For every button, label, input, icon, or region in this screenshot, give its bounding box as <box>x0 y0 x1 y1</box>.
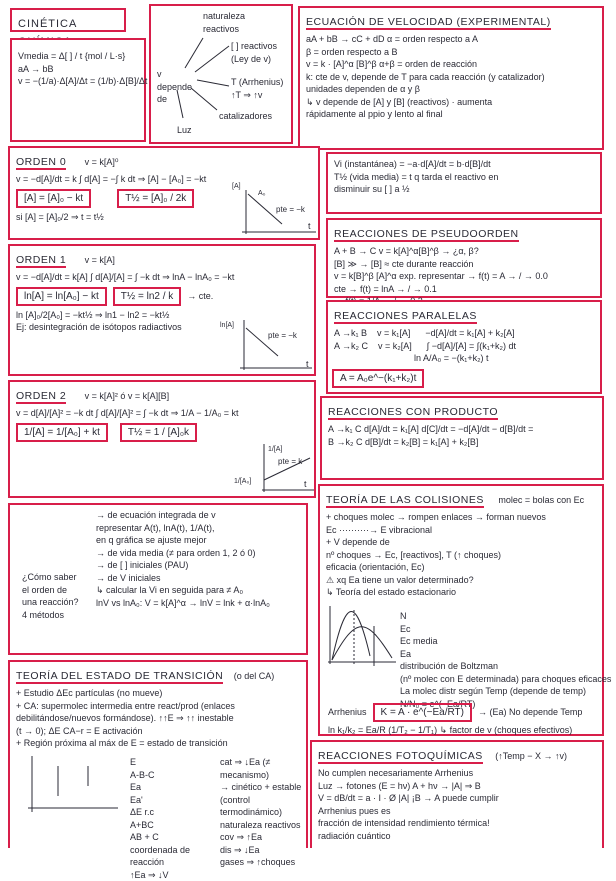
text-line: ln [A]₀/2[A₀] = −kt½ ⇒ ln1 − ln2 = −kt½ <box>16 309 308 322</box>
diagram-label: E <box>130 756 212 769</box>
text-line-list <box>16 687 300 750</box>
section-metodos-orden <box>8 503 308 655</box>
key-formula: T½ = ln2 / k <box>113 287 182 306</box>
section-orden-1 <box>8 244 316 376</box>
section-con-producto <box>320 396 604 480</box>
formula-line-list <box>328 724 572 737</box>
formula-line: v = −d[A]/dt = k[A] ∫ d[A]/[A] = ∫ −k dt ⇒ lnA − lnA₀ = −kt <box>16 271 308 284</box>
formula-line: v = −(1/a)·Δ[A]/Δt = (1/b)·Δ[B]/Δt <box>18 75 138 88</box>
ln-concentration-time-graph <box>238 320 314 374</box>
text-line-list <box>326 511 596 599</box>
section-velocidad-media <box>10 38 146 142</box>
depende-item: T (Arrhenius) ↑T ⇒ ↑v <box>231 76 291 101</box>
text-line-list <box>334 245 594 308</box>
text-line: B →k₂ C d[B]/dt = k₂[B] = k₁[A] + k₂[B] <box>328 436 596 449</box>
text-line: nº choques → Ec, [reactivos], T (↑ choques) <box>326 549 596 562</box>
section-orden-2 <box>8 380 316 498</box>
text-line: ⚠ xq Ea tiene un valor determinado? <box>326 574 596 587</box>
formula-line: v = −d[A]/dt = k ∫ d[A] = −∫ k dt ⇒ [A] − [A₀] = −kt <box>16 173 312 186</box>
key-formula: 1/[A] = 1/[A₀] + kt <box>16 423 108 442</box>
text-line-list <box>318 767 596 842</box>
boltzmann-distribution-graph <box>326 606 396 670</box>
text-line: No cumplen necesariamente Arrhenius <box>318 767 596 780</box>
text-line: [B] ≫ → [B] ≈ cte durante reacción <box>334 258 594 271</box>
depende-item: [ ] reactivos (Ley de v) <box>231 40 291 65</box>
section-fotoquimicas <box>310 740 604 848</box>
key-formula: [A] = [A]₀ − kt <box>16 189 91 208</box>
text-line-list <box>334 158 594 196</box>
graph-y-label: ln[A] <box>220 320 234 333</box>
diagram-label: Ea <box>130 781 212 794</box>
arrhenius-equation: K = A · e^(−Ea/RT) <box>373 703 472 722</box>
section-title: TEORÍA DE LAS COLISIONES <box>326 494 484 508</box>
formula-line: Vmedia = Δ[ ] / t {mol / L·s} <box>18 50 138 63</box>
text-line: v = k · [A]^α [B]^β α+β = orden de reacción <box>306 58 596 71</box>
key-formula: A = A₀e^−(k₁+k₂)t <box>332 369 424 388</box>
formula-line: aA → bB <box>18 63 138 76</box>
graph-label: Ec <box>400 623 611 636</box>
graph-slope-label: pte = k <box>278 456 302 469</box>
diagram-label: cov ⇒ ↑Ea <box>220 831 302 844</box>
diagram-label: A+BC <box>130 819 212 832</box>
graph-label: distribución de Boltzman <box>400 660 611 673</box>
question-line-list <box>22 571 79 621</box>
text-line: ↳ Teoría del estado estacionario <box>326 586 596 599</box>
text-line: A →k₁ B v = k₁[A] −d[A]/dt = k₁[A] + k₂[A] <box>334 327 594 340</box>
key-formula: T½ = 1 / [A]₀k <box>120 423 197 442</box>
diagram-label: naturaleza reactivos <box>220 819 302 832</box>
section-teoria-colisiones <box>318 484 604 736</box>
question-line: 4 métodos <box>22 609 79 622</box>
section-subtitle: molec = bolas con Ec <box>498 495 584 505</box>
key-formula-list <box>16 420 308 445</box>
method-item: → de [ ] iniciales (PAU) <box>96 559 302 572</box>
graph-label: N/N₀ = e^(−Ea/RT) <box>400 698 611 711</box>
text-line: + CA: supermolec intermedia entre react/prod (enlaces <box>16 700 300 713</box>
rate-law: v = k[A]⁰ <box>85 157 119 167</box>
graph-label: Ec media <box>400 635 611 648</box>
diagram-label: cat ⇒ ↓Ea (≠ mecanismo) <box>220 756 302 781</box>
half-life-note: si [A] = [A]₀/2 ⇒ t = t½ <box>16 211 312 224</box>
arrhenius-note: → (Ea) No depende Temp <box>478 706 582 719</box>
text-line: rápidamente al ppio y lento al final <box>306 108 596 121</box>
depende-center: v depende de <box>157 68 197 106</box>
graph-x-label: t <box>304 478 307 491</box>
text-line: Vi (instantánea) = −a·d[A]/dt = b·d[B]/dt <box>334 158 594 171</box>
method-item: lnV vs lnA₀: V = k[A]^α → lnV = lnk + α·lnA₀ <box>96 597 302 610</box>
formula-line-list <box>16 271 308 284</box>
diagram-label: ΔE r.c <box>130 806 212 819</box>
section-title: ORDEN 0 <box>16 156 66 170</box>
text-line: A →k₁ C d[A]/dt = k₁[A] d[C]/dt = −d[A]/dt − d[B]/dt = <box>328 423 596 436</box>
diagram-label: Ea' <box>130 794 212 807</box>
section-ecuacion-velocidad <box>298 6 604 150</box>
text-line: debilitándose/nuevos formándose). ↑↑E ⇒ ↑↑ inestable <box>16 712 300 725</box>
graph-start-label: A₀ <box>258 188 266 201</box>
text-line: v = k[B]^β [A]^α exp. representar → f(t) = A → / → 0.0 <box>334 270 594 283</box>
constant-note: → cte. <box>187 290 213 303</box>
section-subtitle: (↑Temp − X → ↑v) <box>495 751 567 761</box>
method-item-list <box>96 509 302 609</box>
graph-x-label: t <box>306 358 309 371</box>
text-line: fracción de intensidad rendimiento térmica! <box>318 817 596 830</box>
text-line: ↳ v depende de [A] y [B] (reactivos) · aumenta <box>306 96 596 109</box>
section-title: ORDEN 1 <box>16 254 66 268</box>
text-line: β = orden respecto a B <box>306 46 596 59</box>
graph-slope-label: pte = −k <box>276 204 305 217</box>
key-formula-list <box>332 366 430 391</box>
section-orden-0 <box>8 146 320 240</box>
section-pseudo-orden <box>326 218 602 298</box>
text-line: aA + bB → cC + dD α = orden respecto a A <box>306 33 596 46</box>
section-title: REACCIONES DE PSEUDOORDEN <box>334 228 519 242</box>
formula-line-list <box>16 407 308 420</box>
text-line: A + B → C v = k[A]^α[B]^β → ¿α, β? <box>334 245 594 258</box>
formula-line: v = d[A]/[A]² = −k dt ∫ d[A]/[A]² = ∫ −k dt ⇒ 1/A − 1/A₀ = kt <box>16 407 308 420</box>
arrhenius-label: Arrhenius <box>328 706 367 719</box>
depende-item: Luz <box>177 124 192 137</box>
rate-law: v = k[A] <box>85 255 115 265</box>
diagram-label: gases ⇒ ↑choques <box>220 856 302 869</box>
graph-label: N <box>400 610 611 623</box>
question-line: una reacción? <box>22 596 79 609</box>
diagram-label: AB + C <box>130 831 212 844</box>
key-formula-list <box>16 284 187 309</box>
title-box <box>10 8 126 32</box>
graph-label: Ea <box>400 648 611 661</box>
graph-label: La molec distr según Temp (depende de temp) <box>400 685 611 698</box>
text-line: Luz → fotones (E = hν) A + hν → |A| ⇒ B <box>318 780 596 793</box>
arrows-icon <box>151 6 295 146</box>
diagram-label: coordenada de reacción <box>130 844 212 869</box>
diagram-label: A-B-C <box>130 769 212 782</box>
text-line-list <box>334 327 594 365</box>
section-instantanea <box>326 152 602 214</box>
section-paralelas <box>326 300 602 394</box>
graph-x-label: t <box>308 220 311 233</box>
method-item: → de ecuación integrada de v <box>96 509 302 522</box>
text-line-list <box>328 423 596 448</box>
formula-line-list <box>18 50 138 88</box>
section-title: REACCIONES FOTOQUÍMICAS <box>318 750 483 764</box>
method-item: representar A(t), lnA(t), 1/A(t), <box>96 522 302 535</box>
key-formula: T½ = [A]₀ / 2k <box>117 189 194 208</box>
section-title: ORDEN 2 <box>16 390 66 404</box>
rate-law: v = k[A]² ó v = k[A][B] <box>85 391 170 401</box>
text-line: eficacia (orientación, Ec) <box>326 561 596 574</box>
text-line: ln A/A₀ = −(k₁+k₂) t <box>334 352 594 365</box>
page-title: CINÉTICA <box>18 18 77 48</box>
graph-label: (nº molec con E determinada) para choques eficaces <box>400 673 611 686</box>
text-line: T½ (vida media) = t q tarda el reactivo en <box>334 171 594 184</box>
graph-slope-label: pte = −k <box>268 330 297 343</box>
graph-start-label: 1/[A₀] <box>234 476 251 489</box>
graph-label-list <box>400 610 611 710</box>
section-title: REACCIONES CON PRODUCTO <box>328 406 498 420</box>
section-title: REACCIONES PARALELAS <box>334 310 477 324</box>
question-line: ¿Cómo saber <box>22 571 79 584</box>
depende-item: naturaleza reactivos <box>203 10 263 35</box>
method-item: → de vida media (≠ para orden 1, 2 ó 0) <box>96 547 302 560</box>
text-line-list <box>306 33 596 121</box>
section-subtitle: (o del CA) <box>234 671 275 681</box>
question-line: el orden de <box>22 584 79 597</box>
text-line: disminuir su [ ] a ½ <box>334 183 594 196</box>
text-line: + Región próxima al máx de E = estado de transición <box>16 737 300 750</box>
section-depende <box>149 4 293 144</box>
text-line: + choques molec → rompen enlaces → forman nuevos <box>326 511 596 524</box>
text-line: Ec ··········→ E vibracional <box>326 524 596 537</box>
text-line: unidades dependen de α y β <box>306 83 596 96</box>
diagram-label: ↑Ea ⇒ ↓V <box>130 869 212 881</box>
text-line: + V depende de <box>326 536 596 549</box>
text-line: k: cte de v, depende de T para cada reacción (y catalizador) <box>306 71 596 84</box>
depende-item: catalizadores <box>219 110 272 123</box>
text-line: Arrhenius pues es <box>318 805 596 818</box>
method-item: en q gráfica se ajuste mejor <box>96 534 302 547</box>
section-title: ECUACIÓN DE VELOCIDAD (EXPERIMENTAL) <box>306 16 551 30</box>
text-line: Ej: desintegración de isótopos radiactivos <box>16 321 308 334</box>
method-item: → de V iniciales <box>96 572 302 585</box>
text-line: + Estudio ΔEc partículas (no mueve) <box>16 687 300 700</box>
method-item: ↳ calcular la Vi en seguida para ≠ A₀ <box>96 584 302 597</box>
text-line: A →k₂ C v = k₂[A] ∫ −d[A]/[A] = ∫(k₁+k₂) dt <box>334 340 594 353</box>
text-line: V = dB/dt = a · I · Ø |A| ¡B → A puede cumplir <box>318 792 596 805</box>
section-title: TEORÍA DEL ESTADO DE TRANSICIÓN <box>16 670 223 684</box>
section-estado-transicion <box>8 660 308 848</box>
text-line: cte → f(t) = lnA → / → 0.1 <box>334 283 594 296</box>
diagram-label-list <box>130 756 302 881</box>
key-formula: ln[A] = ln[A₀] − kt <box>16 287 107 306</box>
diagram-label: → cinético + estable (control termodinámico) <box>220 781 302 819</box>
formula-line: ln k₁/k₂ = Ea/R (1/T₂ − 1/T₁) ↳ factor de v (choques efectivos) <box>328 724 572 737</box>
formula-line-list <box>16 173 312 186</box>
graph-y-label: 1/[A] <box>268 444 282 457</box>
energy-diagram <box>28 756 118 820</box>
text-line: (t → 0); ΔE CA−r = E activación <box>16 725 300 738</box>
text-line: radiación cuántico <box>318 830 596 843</box>
graph-y-label: [A] <box>232 181 241 194</box>
diagram-label: dis ⇒ ↓Ea <box>220 844 302 857</box>
